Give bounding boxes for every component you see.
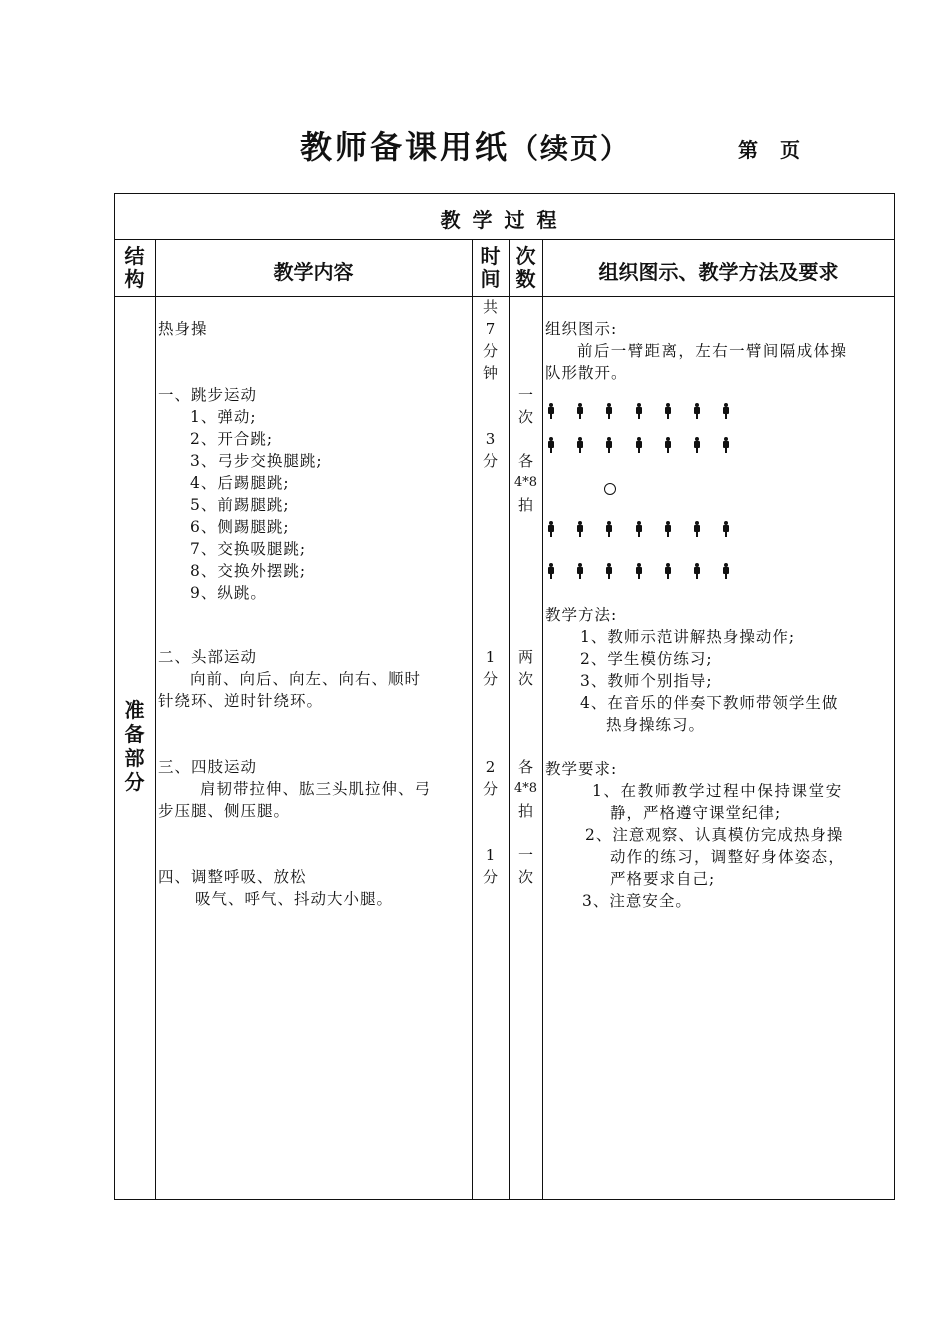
time-total-char: 分 <box>482 342 498 360</box>
section-label <box>114 698 155 794</box>
student-figure-icon <box>606 563 612 579</box>
figure-leg <box>667 447 669 453</box>
req-2-line-2: 动作的练习，调整好身体姿态， <box>610 848 846 866</box>
list-item: 6、侧踢腿跳; <box>190 518 290 536</box>
student-figure-icon <box>723 437 729 453</box>
time-header-char: 间 <box>480 267 501 291</box>
student-figure-icon <box>665 437 671 453</box>
student-figure-icon <box>548 563 554 579</box>
count-char: 两 <box>517 648 533 666</box>
page-number-label: 第页 <box>738 138 822 162</box>
time-total-char: 7 <box>485 320 496 338</box>
requirements-title: 教学要求: <box>545 760 618 778</box>
figure-leg <box>638 531 640 537</box>
count-each-a <box>509 450 542 516</box>
student-figure-icon <box>548 521 554 537</box>
time-unit: 分 <box>482 670 498 688</box>
count-char: 次 <box>517 868 533 886</box>
org-line-2: 队形散开。 <box>545 364 628 382</box>
student-figure-icon <box>694 521 700 537</box>
student-figure-icon <box>636 437 642 453</box>
count-char: 一 <box>517 386 533 404</box>
student-figure-icon <box>577 521 583 537</box>
content-header: 教学内容 <box>273 260 354 284</box>
section-3-title: 三、四肢运动 <box>158 758 258 776</box>
figure-leg <box>638 447 640 453</box>
method-list <box>580 626 795 692</box>
time-section-2 <box>472 646 509 690</box>
student-figure-icon <box>723 563 729 579</box>
count-char: 各 <box>517 452 533 470</box>
time-unit: 分 <box>482 868 498 886</box>
table-divider-count <box>542 239 543 1200</box>
section-label-char: 分 <box>124 770 145 794</box>
count-char: 各 <box>517 758 533 776</box>
req-2-line-3: 严格要求自己; <box>610 870 716 888</box>
figure-leg <box>550 573 552 579</box>
figure-leg <box>550 447 552 453</box>
count-header-char: 次 <box>515 244 536 268</box>
student-figure-icon <box>577 437 583 453</box>
time-section-4 <box>472 844 509 888</box>
figure-leg <box>725 413 727 419</box>
count-twice <box>509 646 542 690</box>
count-once-a <box>509 384 542 428</box>
time-section-1 <box>472 428 509 472</box>
figure-leg <box>725 531 727 537</box>
student-figure-icon <box>548 403 554 419</box>
figure-leg <box>725 573 727 579</box>
count-char: 拍 <box>517 802 533 820</box>
structure-header-char: 构 <box>124 267 145 291</box>
org-line-1: 前后一臂距离，左右一臂间隔成体操 <box>577 342 848 360</box>
time-value: 1 <box>485 846 496 864</box>
figure-leg <box>638 413 640 419</box>
time-total-char: 钟 <box>482 364 498 382</box>
student-figure-icon <box>723 403 729 419</box>
student-figure-icon <box>694 403 700 419</box>
figure-leg <box>550 531 552 537</box>
title-main: 教师备课用纸 <box>300 128 511 166</box>
page-title <box>300 122 630 168</box>
list-item: 3、教师个别指导; <box>580 672 713 690</box>
list-item: 3、弓步交换腿跳; <box>190 452 323 470</box>
time-value: 3 <box>485 430 496 448</box>
list-item: 2、开合跳; <box>190 430 274 448</box>
list-item: 9、纵跳。 <box>190 584 267 602</box>
req-1-line-2: 静，严格遵守课堂纪律; <box>610 804 782 822</box>
section-2-line-1: 向前、向后、向左、向右、顺时 <box>190 670 422 688</box>
student-figure-icon <box>665 521 671 537</box>
method-title: 教学方法: <box>545 606 618 624</box>
student-figure-icon <box>694 437 700 453</box>
section-label-char: 准 <box>124 698 145 722</box>
list-item: 2、学生模仿练习; <box>580 650 713 668</box>
figure-leg <box>579 413 581 419</box>
section-2-line-2: 针绕环、逆时针绕环。 <box>158 692 324 710</box>
list-item: 8、交换外摆跳; <box>190 562 307 580</box>
section-4-title: 四、调整呼吸、放松 <box>158 868 307 886</box>
student-figure-icon <box>548 437 554 453</box>
count-header <box>509 245 542 291</box>
student-figure-icon <box>636 563 642 579</box>
method-item-4-line-2: 热身操练习。 <box>606 716 706 734</box>
student-figure-icon <box>577 403 583 419</box>
warmup-title: 热身操 <box>158 320 208 338</box>
section-2-title: 二、头部运动 <box>158 648 258 666</box>
student-figure-icon <box>665 403 671 419</box>
figure-leg <box>608 447 610 453</box>
figure-leg <box>667 573 669 579</box>
section-1-title: 一、跳步运动 <box>158 386 258 404</box>
time-unit: 分 <box>482 452 498 470</box>
section-label-char: 部 <box>124 746 145 770</box>
list-item: 7、交换吸腿跳; <box>190 540 307 558</box>
student-figure-icon <box>665 563 671 579</box>
list-item: 1、弹动; <box>190 408 257 426</box>
method-item-4-line-1: 4、在音乐的伴奏下教师带领学生做 <box>580 694 839 712</box>
figure-leg <box>725 447 727 453</box>
title-subtitle: （续页） <box>510 132 631 165</box>
count-beats: 4*8 <box>513 475 538 490</box>
section-3-line-1: 肩韧带拉伸、肱三头肌拉伸、弓 <box>200 780 432 798</box>
figure-leg <box>608 531 610 537</box>
time-value: 2 <box>485 758 496 776</box>
section-4-line-1: 吸气、呼气、抖动大小腿。 <box>195 890 394 908</box>
section-1-list <box>190 406 323 604</box>
list-item: 4、后踢腿跳; <box>190 474 290 492</box>
figure-leg <box>696 413 698 419</box>
count-char: 一 <box>517 846 533 864</box>
figure-leg <box>696 531 698 537</box>
list-item: 5、前踢腿跳; <box>190 496 290 514</box>
figure-leg <box>579 531 581 537</box>
student-figure-icon <box>636 521 642 537</box>
student-figure-icon <box>606 437 612 453</box>
table-divider-structure <box>155 239 156 1200</box>
time-total <box>472 296 509 384</box>
time-unit: 分 <box>482 780 498 798</box>
student-figure-icon <box>606 521 612 537</box>
time-header <box>472 245 509 291</box>
figure-leg <box>638 573 640 579</box>
figure-leg <box>608 573 610 579</box>
count-beats: 4*8 <box>513 781 538 796</box>
time-section-3 <box>472 756 509 800</box>
figure-leg <box>579 573 581 579</box>
figure-leg <box>579 447 581 453</box>
section-label-char: 备 <box>124 722 145 746</box>
section-3-line-2: 步压腿、侧压腿。 <box>158 802 291 820</box>
structure-header <box>114 245 155 291</box>
figure-leg <box>667 531 669 537</box>
structure-header-char: 结 <box>124 244 145 268</box>
count-char: 拍 <box>517 496 533 514</box>
figure-leg <box>667 413 669 419</box>
req-1-line-1: 1、在教师教学过程中保持课堂安 <box>592 782 843 800</box>
student-figure-icon <box>636 403 642 419</box>
figure-leg <box>696 573 698 579</box>
count-header-char: 数 <box>515 267 536 291</box>
figure-leg <box>696 447 698 453</box>
org-title: 组织图示: <box>545 320 618 338</box>
count-char: 次 <box>517 670 533 688</box>
method-header: 组织图示、教学方法及要求 <box>598 260 839 284</box>
time-value: 1 <box>485 648 496 666</box>
list-item: 1、教师示范讲解热身操动作; <box>580 628 796 646</box>
student-figure-icon <box>723 521 729 537</box>
count-char: 次 <box>517 408 533 426</box>
figure-leg <box>550 413 552 419</box>
table-rule-header <box>114 239 895 240</box>
time-total-char: 共 <box>482 298 498 316</box>
teacher-marker <box>604 483 616 495</box>
student-figure-icon <box>606 403 612 419</box>
req-3: 3、注意安全。 <box>582 892 692 910</box>
student-figure-icon <box>694 563 700 579</box>
time-header-char: 时 <box>480 244 501 268</box>
process-header: 教学过程 <box>440 208 569 232</box>
count-once-b <box>509 844 542 888</box>
figure-leg <box>608 413 610 419</box>
student-figure-icon <box>577 563 583 579</box>
req-2-line-1: 2、注意观察、认真模仿完成热身操 <box>585 826 844 844</box>
count-each-b <box>509 756 542 822</box>
